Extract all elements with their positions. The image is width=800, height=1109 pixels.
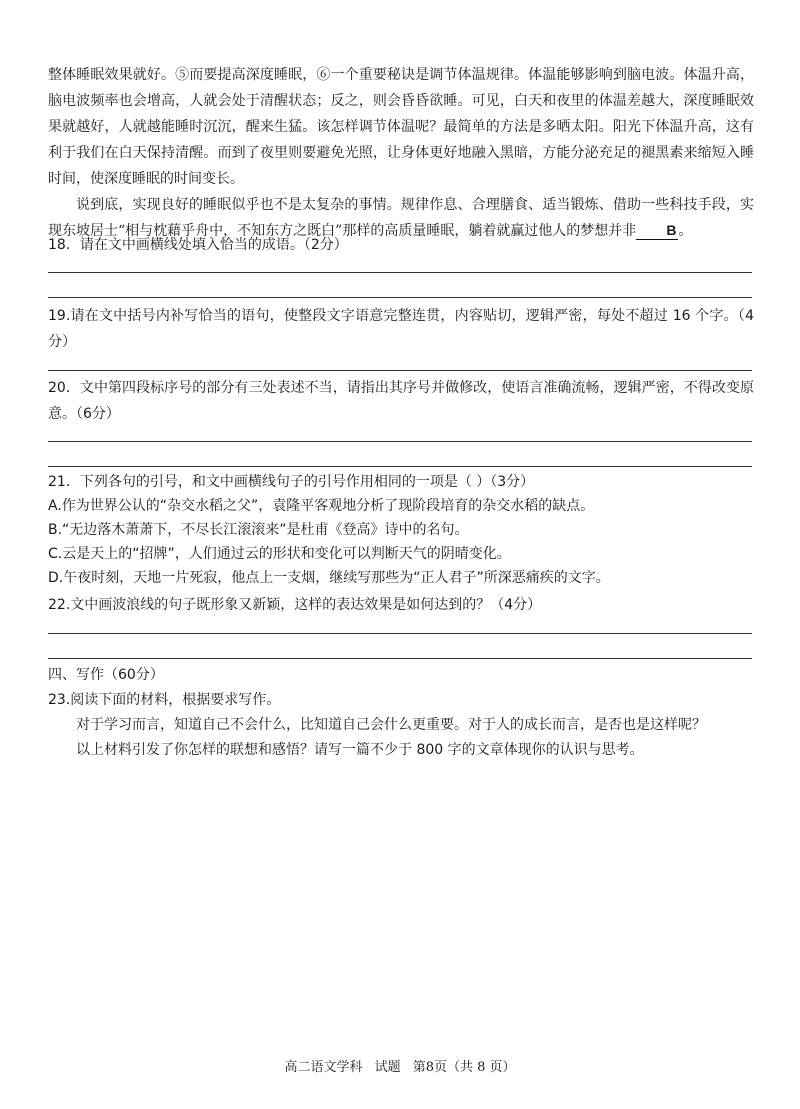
footer-subject: 高二语文学科 xyxy=(284,1060,363,1075)
question-21: 21．下列各句的引号，和文中画横线句子的引号作用相同的一项是（ ）（3分） xyxy=(48,474,535,490)
answer-line xyxy=(48,466,752,467)
answer-line xyxy=(48,441,752,442)
footer-page-number: 第8页（共 8 页） xyxy=(412,1060,516,1075)
writing-section-heading: 四、写作（60分） xyxy=(48,667,164,683)
question-18: 18．请在文中画横线处填入恰当的成语。（2分） xyxy=(48,237,348,253)
answer-line xyxy=(48,370,752,371)
writing-material: 对于学习而言，知道自己不会什么，比知道自己会什么更重要。对于人的成长而言，是否也是这样呢？ xyxy=(76,717,706,733)
writing-prompt: 以上材料引发了你怎样的联想和感悟？请写一篇不少于 800 字的文章体现你的认识与思考。 xyxy=(76,742,644,758)
passage-paragraph-2-end: 。 xyxy=(678,223,693,239)
page-footer xyxy=(0,1056,800,1075)
answer-blank: B xyxy=(636,221,678,240)
question-23: 23.阅读下面的材料，根据要求写作。 xyxy=(48,692,281,708)
passage-paragraph-1: 整体睡眠效果就好。⑤而要提高深度睡眠，⑥一个重要秘诀是调节体温规律。体温能够影响到脑电波。体温升高，脑电波频率也会增高，人就会处于清醒状态；反之，则会昏昏欲睡。可见，白天和夜里的体温差越大，深度睡眠效果就越好，人就越能睡时沉沉，醒来生猛。该怎样调节体温呢？最简单的方法是多晒太阳。阳光下体温升高，这有利于我们在白天保持清醒。而到了夜里则要避免光照，让身体更好地融入黑暗，方能分泌充足的褪黑素来缩短入睡时间，使深度睡眠的时间变长。 xyxy=(48,67,754,187)
question-21-option-c: C.云是天上的“招牌”，人们通过云的形状和变化可以判断天气的阴晴变化。 xyxy=(48,546,511,562)
question-21-option-b: B.“无边落木萧萧下，不尽长江滚滚来”是杜甫《登高》诗中的名句。 xyxy=(48,522,469,538)
answer-line xyxy=(48,658,752,659)
question-20: 20．文中第四段标序号的部分有三处表述不当，请指出其序号并做修改，使语言准确流畅，逻辑严密，不得改变原意。（6分） xyxy=(48,380,754,422)
question-19: 19.请在文中括号内补写恰当的语句，使整段文字语意完整连贯，内容贴切，逻辑严密，每处不超过 16 个字。（4分） xyxy=(48,308,754,350)
answer-line xyxy=(48,272,752,273)
answer-line xyxy=(48,297,752,298)
question-21-option-a: A.作为世界公认的“杂交水稻之父”，袁隆平客观地分析了现阶段培育的杂交水稻的缺点。 xyxy=(48,498,595,514)
answer-line xyxy=(48,633,752,634)
question-22: 22.文中画波浪线的句子既形象又新颖，这样的表达效果是如何达到的？（4分） xyxy=(48,597,542,613)
passage-paragraph-2-text: 说到底，实现良好的睡眠似乎也不是太复杂的事情。规律作息、合理膳食、适当锻炼、借助一些科技手段，实现东坡居士“相与枕藉乎舟中，不知东方之既白”那样的高质量睡眠，躺着就赢过他人的梦想并非 xyxy=(48,197,754,239)
footer-type: 试题 xyxy=(374,1060,401,1075)
question-21-option-d: D.午夜时刻，天地一片死寂，他点上一支烟，继续写那些为“正人君子”所深恶痛疾的文字。 xyxy=(48,570,610,586)
